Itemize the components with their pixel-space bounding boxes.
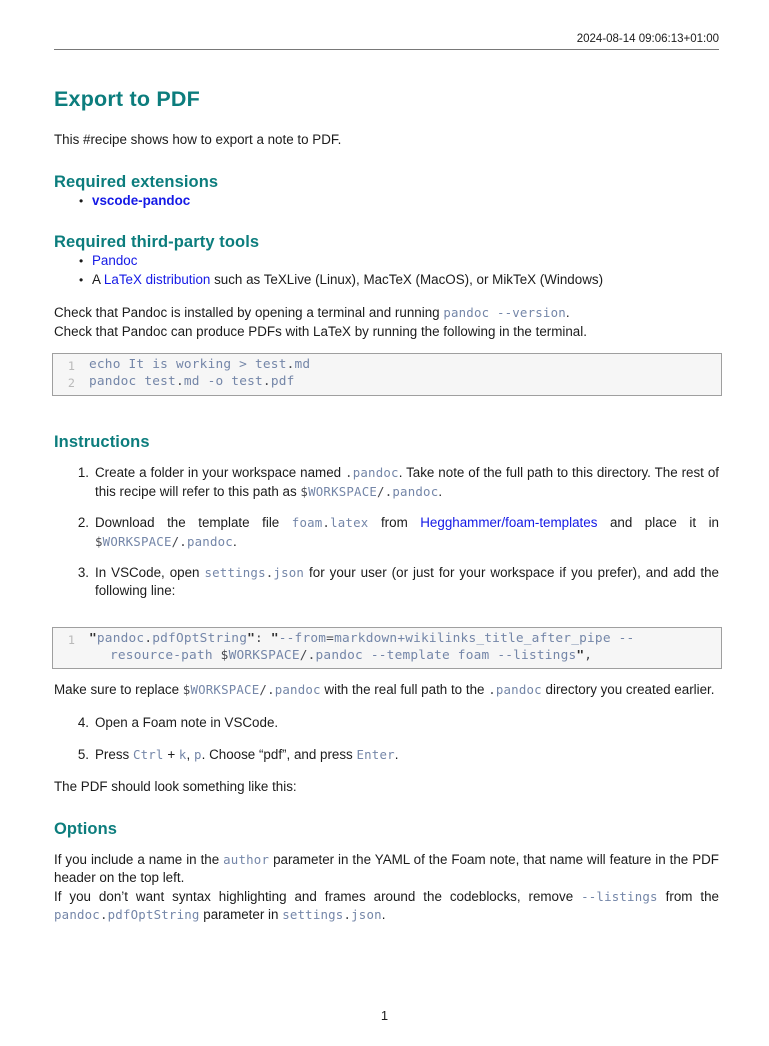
code-symbol: . xyxy=(179,533,187,549)
text-segment: Create a folder in your workspace named xyxy=(95,465,346,481)
inline-code: $WORKSPACE/.pandoc xyxy=(300,483,439,499)
text-segment: If you don’t want syntax highlighting and frames around the codeblocks, remove xyxy=(54,888,582,904)
list-item-step-4 xyxy=(54,714,719,733)
inline-code: p xyxy=(193,746,202,762)
text-segment: from xyxy=(368,515,421,531)
inline-code: $WORKSPACE/.pandoc xyxy=(182,682,321,698)
code-symbol: . xyxy=(343,907,352,923)
header-date: 2024-08-14 09:06:13+01:00 xyxy=(576,33,719,45)
text-segment: Open a Foam note in VSCode. xyxy=(95,714,279,730)
text-segment: . xyxy=(394,746,399,762)
code-symbol: . xyxy=(488,682,496,698)
text-segment: . Choose “pdf”, and press xyxy=(201,746,357,762)
text-segment: Check that Pandoc can produce PDFs with LaTeX by running the following in the terminal. xyxy=(54,323,587,339)
code-symbol: $ xyxy=(182,682,191,698)
inline-code: settings.json xyxy=(282,907,382,923)
bullet-list-tools xyxy=(54,252,719,289)
text-segment: directory you created earlier. xyxy=(541,682,715,698)
link[interactable]: vscode-pandoc xyxy=(92,192,191,208)
text-segment: Make sure to replace xyxy=(54,682,183,698)
code-symbol: $ xyxy=(220,648,229,664)
page-number: 1 xyxy=(380,1008,389,1023)
list-item xyxy=(54,271,719,290)
bullet-icon: • xyxy=(79,193,84,208)
code-block-terminal-test xyxy=(52,353,722,397)
step-text xyxy=(95,464,719,501)
code-symbol: . xyxy=(175,373,184,389)
inline-code: $WORKSPACE/.pandoc xyxy=(95,533,233,549)
list-item-text xyxy=(92,252,137,271)
code-symbol: / xyxy=(259,682,268,698)
list-item xyxy=(54,252,719,271)
code-line xyxy=(53,357,721,374)
text-segment: If you include a name in the xyxy=(54,851,224,867)
text-segment: The PDF should look something like this: xyxy=(54,779,297,795)
inline-code: k xyxy=(178,746,187,762)
section-heading-options: Options xyxy=(54,819,118,838)
step-text xyxy=(95,514,719,551)
bullet-list-extensions xyxy=(54,192,719,211)
text-segment: parameter in the YAML of the Foam note, that name will feature in the PDF header on the top left. xyxy=(54,851,719,886)
text-segment: This #recipe shows how to export a note to PDF. xyxy=(54,132,342,147)
code-symbol: / xyxy=(171,533,180,549)
list-item-text xyxy=(92,271,603,290)
link[interactable]: Hegghammer/foam-templates xyxy=(420,515,598,531)
text-segment: A xyxy=(92,271,104,287)
code-symbol: " xyxy=(270,630,279,646)
code-symbol: " xyxy=(576,648,585,664)
code-symbol: / xyxy=(377,483,385,499)
text-segment: . xyxy=(381,907,386,923)
code-symbol: " xyxy=(89,630,97,646)
code-symbol: . xyxy=(286,356,295,372)
code-symbol: . xyxy=(322,515,331,531)
text-segment: Check that Pandoc is installed by opening a terminal and running xyxy=(54,305,444,321)
text-segment: and place it in xyxy=(597,515,720,531)
line-number xyxy=(53,648,75,664)
link[interactable]: Pandoc xyxy=(92,253,138,269)
step-text xyxy=(95,564,719,601)
text-segment: with the real full path to the xyxy=(320,682,489,698)
text-segment: Download the template file xyxy=(95,515,292,531)
inline-code: .pandoc xyxy=(488,682,542,698)
list-item-step-5 xyxy=(54,746,719,765)
text-segment: . xyxy=(565,305,570,321)
inline-code: .pandoc xyxy=(345,465,399,481)
inline-code: foam.latex xyxy=(291,515,369,531)
paragraph-pdf-preview xyxy=(54,778,719,797)
text-segment: parameter in xyxy=(199,907,283,923)
code-text: "pandoc.pdfOptString": "--from=markdown+wikilinks_title_after_pipe -- xyxy=(89,630,635,646)
code-symbol: = xyxy=(326,630,335,646)
paragraph-options-listings xyxy=(54,888,719,925)
inline-code: Ctrl xyxy=(132,746,164,762)
code-symbol: . xyxy=(345,465,353,481)
text-segment: such as TeXLive (Linux), MacTeX (MacOS), or MikTeX (Windows) xyxy=(210,271,604,287)
bullet-icon: • xyxy=(79,272,84,287)
header-rule xyxy=(54,49,719,50)
inline-code: pandoc --version xyxy=(443,305,566,321)
code-symbol: . xyxy=(265,564,274,580)
code-symbol: $ xyxy=(300,483,309,499)
inline-code: Enter xyxy=(356,746,395,762)
bullet-icon: • xyxy=(79,254,84,269)
list-item-step-2 xyxy=(54,514,719,551)
step-number: 3. xyxy=(77,564,89,580)
link[interactable]: LaTeX distribution xyxy=(103,271,211,287)
line-number: 1 xyxy=(67,358,75,373)
text-segment: . xyxy=(232,533,237,549)
code-symbol: / xyxy=(299,648,308,664)
list-item-step-3 xyxy=(54,564,719,601)
code-line xyxy=(53,374,721,391)
list-item-step-1 xyxy=(54,464,719,501)
step-number: 5. xyxy=(77,746,89,762)
code-symbol: . xyxy=(144,630,153,646)
code-text: pandoc test.md -o test.pdf xyxy=(89,373,295,389)
step-number: 4. xyxy=(77,714,89,730)
code-symbol: . xyxy=(267,682,275,698)
inline-code: pandoc.pdfOptString xyxy=(54,907,200,923)
code-line xyxy=(53,631,721,648)
code-symbol: , xyxy=(584,648,593,664)
text-segment: In VSCode, open xyxy=(95,564,205,580)
code-text: echo It is working > test.md xyxy=(89,356,311,372)
inline-code: settings.json xyxy=(204,564,305,580)
code-line xyxy=(53,648,721,664)
code-text: resource-path $WORKSPACE/.pandoc --template foam --listings", xyxy=(110,648,593,664)
inline-code: --listings xyxy=(581,888,658,904)
intro-paragraph xyxy=(54,131,719,150)
line-number: 2 xyxy=(67,375,75,390)
step-text xyxy=(95,746,719,765)
section-heading-required-extensions: Required extensions xyxy=(54,172,219,191)
line-number: 1 xyxy=(67,632,75,647)
text-segment: Press xyxy=(95,746,133,762)
paragraph-options-author xyxy=(54,851,719,888)
code-symbol: . xyxy=(99,907,108,923)
code-symbol: " xyxy=(247,630,256,646)
code-symbol: . xyxy=(307,648,316,664)
paragraph-check-pdfs xyxy=(54,323,719,342)
list-item xyxy=(54,192,719,211)
paragraph-make-sure xyxy=(54,681,719,700)
text-segment: . Take note of the full path to this directory. The rest of this recipe will refer to this path as xyxy=(95,465,719,499)
code-symbol: : xyxy=(255,630,263,646)
code-block-settings-json xyxy=(52,627,722,670)
section-heading-required-tools: Required third-party tools xyxy=(54,233,260,252)
page-title: Export to PDF xyxy=(54,87,200,111)
step-number: 2. xyxy=(77,515,89,531)
section-heading-instructions: Instructions xyxy=(54,433,150,452)
code-symbol: . xyxy=(384,483,393,499)
paragraph-check-installed xyxy=(54,304,719,323)
text-segment: from the xyxy=(657,888,719,904)
list-item-text xyxy=(92,192,190,211)
inline-code: author xyxy=(223,851,270,867)
text-segment: , xyxy=(186,746,194,762)
step-number: 1. xyxy=(77,465,89,481)
code-symbol: $ xyxy=(95,533,103,549)
code-symbol: . xyxy=(262,373,271,389)
step-text xyxy=(95,714,719,733)
text-segment: . xyxy=(438,483,443,499)
text-segment: for your user (or just for your workspace if you prefer), and add the following line: xyxy=(95,564,719,599)
text-segment: + xyxy=(163,746,179,762)
